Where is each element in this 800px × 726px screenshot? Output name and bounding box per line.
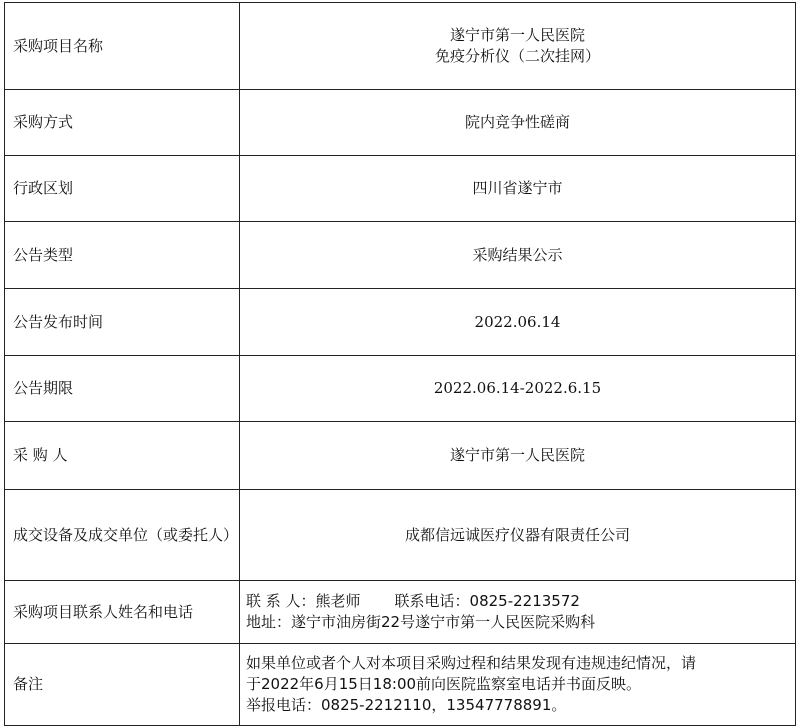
row-label: 采购项目名称: [5, 3, 240, 90]
table-row: [5, 222, 796, 289]
contact-phone: 联系电话：0825-2213572: [394, 592, 580, 610]
table-row: [5, 490, 796, 581]
purchaser-value: 遂宁市第一人民医院: [240, 422, 796, 490]
project-name-line-1: 遂宁市第一人民医院: [449, 26, 585, 44]
row-label: 采购项目联系人姓名和电话: [5, 581, 240, 644]
contact-address: 地址：遂宁市油房街22号遂宁市第一人民医院采购科: [246, 613, 596, 631]
table-row: [5, 3, 796, 90]
contact-cell: [240, 581, 796, 644]
remarks-line-3: 举报电话：0825-2212110，13547778891。: [246, 696, 567, 714]
winning-supplier-value: 成都信远诚医疗仪器有限责任公司: [240, 490, 796, 581]
notice-type-value: 采购结果公示: [240, 222, 796, 289]
table-row: [5, 356, 796, 422]
procurement-notice-table: [4, 2, 796, 726]
region-value: 四川省遂宁市: [240, 156, 796, 222]
table-row: [5, 156, 796, 222]
table-row: [5, 289, 796, 356]
remarks-line-2: 于2022年6月15日18:00前向医院监察室电话并书面反映。: [246, 675, 642, 693]
row-label: 成交设备及成交单位（或委托人）: [5, 490, 240, 581]
contact-line: [246, 591, 787, 612]
row-label: 采 购 人: [5, 422, 240, 490]
table-row: [5, 581, 796, 644]
table-row: [5, 644, 796, 726]
procurement-method-value: 院内竞争性磋商: [240, 90, 796, 156]
remarks-cell: [240, 644, 796, 726]
publish-date-value: 2022.06.14: [240, 289, 796, 356]
row-label: 公告类型: [5, 222, 240, 289]
row-label: 采购方式: [5, 90, 240, 156]
contact-person: 联 系 人：熊老师: [246, 592, 361, 610]
row-label: 公告发布时间: [5, 289, 240, 356]
row-label: 备注: [5, 644, 240, 726]
table-row: [5, 422, 796, 490]
project-name-line-2: 免疫分析仪（二次挂网）: [434, 47, 600, 65]
project-name-cell: [240, 3, 796, 90]
row-label: 公告期限: [5, 356, 240, 422]
row-label: 行政区划: [5, 156, 240, 222]
notice-period-value: 2022.06.14-2022.6.15: [240, 356, 796, 422]
table-row: [5, 90, 796, 156]
remarks-line-1: 如果单位或者个人对本项目采购过程和结果发现有违规违纪情况，请: [246, 654, 697, 672]
